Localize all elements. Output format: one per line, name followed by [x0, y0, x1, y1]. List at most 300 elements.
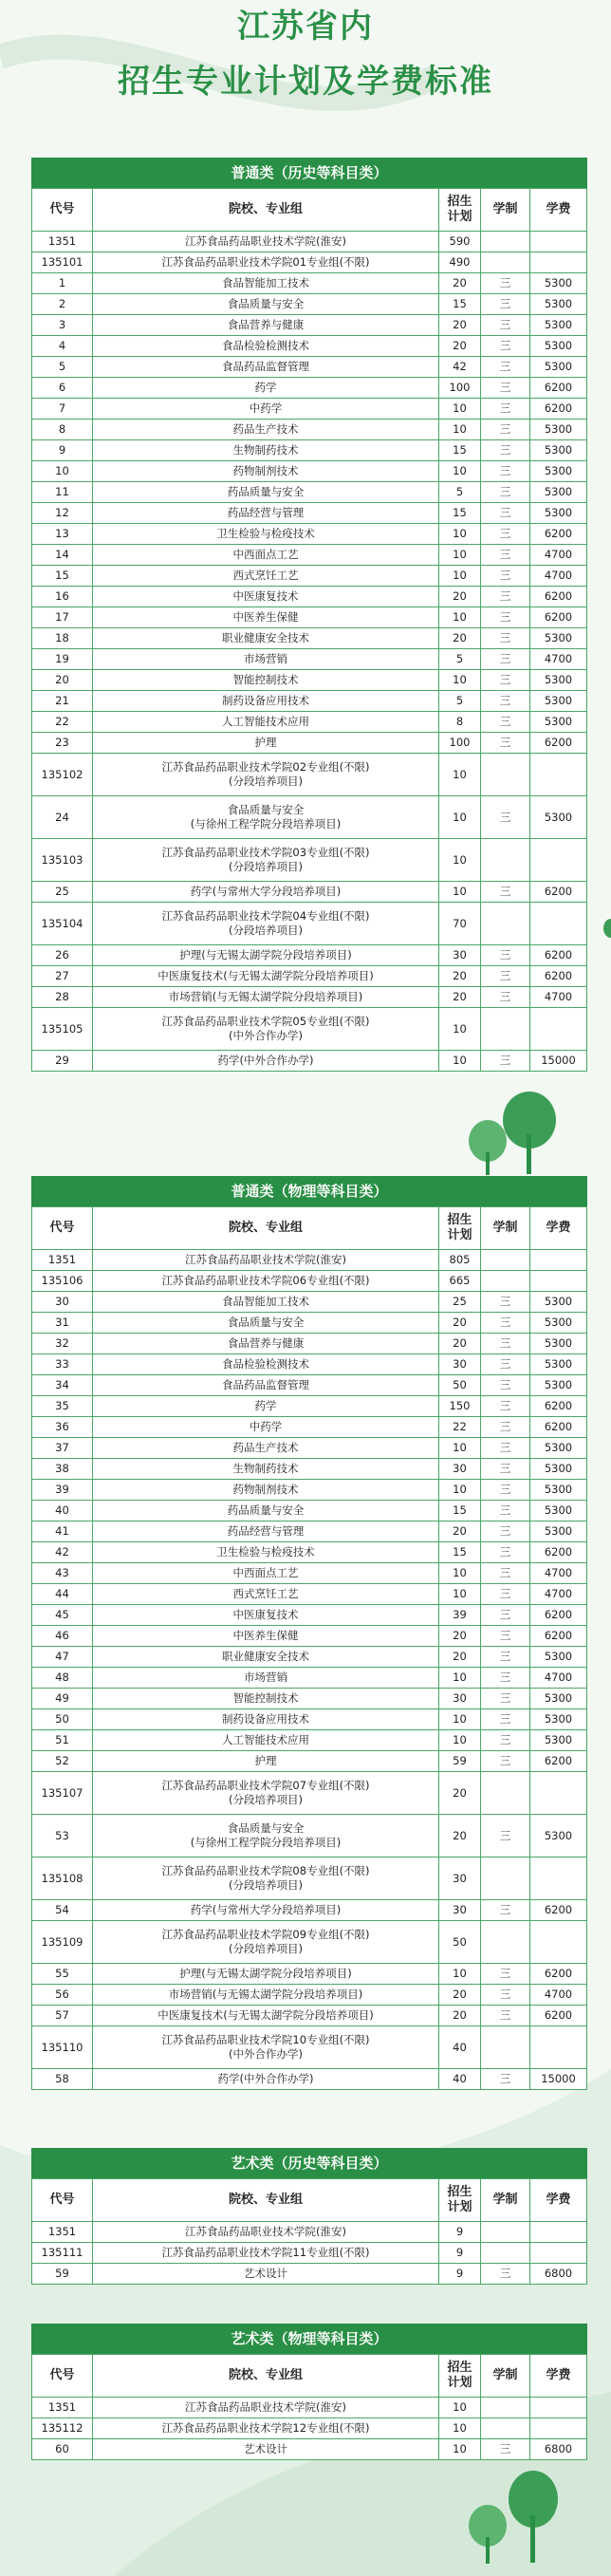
- cell-fee: 15000: [530, 1051, 587, 1072]
- cell-fee: [530, 2026, 587, 2069]
- cell-code: 36: [32, 1417, 93, 1438]
- cell-years: 三: [481, 524, 530, 545]
- table-row: [32, 628, 587, 649]
- cell-code: 47: [32, 1647, 93, 1668]
- cell-years: 三: [481, 1480, 530, 1501]
- page-title-line1: 江苏省内: [237, 8, 374, 46]
- page-title-line2: 招生专业计划及学费标准: [118, 63, 493, 101]
- cell-code: 135103: [32, 839, 93, 882]
- header-years: 学制: [481, 1207, 530, 1250]
- cell-years: 三: [481, 2069, 530, 2090]
- cell-plan: 805: [439, 1250, 481, 1271]
- cell-years: 三: [481, 399, 530, 420]
- table-row: [32, 2439, 587, 2460]
- cell-years: 三: [481, 1542, 530, 1563]
- cell-plan: 10: [439, 1438, 481, 1459]
- cell-code: 32: [32, 1334, 93, 1354]
- cell-years: [481, 2222, 530, 2243]
- table-row: [32, 1647, 587, 1668]
- cell-years: [481, 232, 530, 252]
- cell-years: [481, 2243, 530, 2264]
- cell-fee: 5300: [530, 482, 587, 503]
- cell-name: 食品药品监督管理: [93, 357, 439, 378]
- cell-years: [481, 903, 530, 945]
- cell-years: 三: [481, 1354, 530, 1375]
- cell-years: 三: [481, 2264, 530, 2285]
- cell-years: 三: [481, 1709, 530, 1730]
- cell-code: 23: [32, 733, 93, 754]
- cell-plan: 25: [439, 1292, 481, 1313]
- cell-years: [481, 1772, 530, 1815]
- cell-years: 三: [481, 987, 530, 1008]
- cell-code: 24: [32, 796, 93, 839]
- cell-fee: 5300: [530, 1459, 587, 1480]
- cell-plan: 50: [439, 1921, 481, 1964]
- cell-years: 三: [481, 1521, 530, 1542]
- cell-name: 食品智能加工技术: [93, 273, 439, 294]
- cell-name: 江苏食品药品职业技术学院08专业组(不限) (分段培养项目): [93, 1857, 439, 1900]
- cell-years: 三: [481, 670, 530, 691]
- cell-code: 34: [32, 1375, 93, 1396]
- cell-code: 41: [32, 1521, 93, 1542]
- cell-plan: 20: [439, 628, 481, 649]
- cell-plan: 10: [439, 399, 481, 420]
- cell-code: 39: [32, 1480, 93, 1501]
- table-row: [32, 1396, 587, 1417]
- cell-plan: 15: [439, 440, 481, 461]
- header-code: 代号: [32, 1207, 93, 1250]
- section-title: 艺术类（物理等科目类）: [31, 2324, 587, 2354]
- table-header-row: [32, 2355, 587, 2398]
- header-plan: [439, 2355, 481, 2398]
- cell-name: 食品药品监督管理: [93, 1375, 439, 1396]
- header-code: 代号: [32, 2179, 93, 2222]
- cell-name: 药学(中外合作办学): [93, 2069, 439, 2090]
- cell-fee: 5300: [530, 691, 587, 712]
- table-row: [32, 691, 587, 712]
- cell-plan: 10: [439, 754, 481, 796]
- cell-years: 三: [481, 420, 530, 440]
- cell-plan: 15: [439, 503, 481, 524]
- cell-name: 人工智能技术应用: [93, 712, 439, 733]
- header-plan-line2: 计划: [447, 2376, 472, 2390]
- cell-name: 市场营销(与无锡太湖学院分段培养项目): [93, 987, 439, 1008]
- cell-code: 57: [32, 2006, 93, 2026]
- cell-name: 药物制剂技术: [93, 461, 439, 482]
- cell-name: 人工智能技术应用: [93, 1730, 439, 1751]
- cell-plan: 10: [439, 420, 481, 440]
- table-row: [32, 1334, 587, 1354]
- cell-years: 三: [481, 1417, 530, 1438]
- cell-years: [481, 1250, 530, 1271]
- cell-fee: 4700: [530, 566, 587, 587]
- table-row: [32, 1459, 587, 1480]
- cell-plan: 10: [439, 2398, 481, 2418]
- cell-years: 三: [481, 1647, 530, 1668]
- cell-years: [481, 2026, 530, 2069]
- cell-name: 江苏食品药品职业技术学院(淮安): [93, 232, 439, 252]
- cell-years: 三: [481, 1900, 530, 1921]
- cell-years: 三: [481, 607, 530, 628]
- header-fee: 学费: [530, 2179, 587, 2222]
- enrollment-table: [31, 188, 587, 1072]
- cell-code: 1: [32, 273, 93, 294]
- cell-name: 中西面点工艺: [93, 1563, 439, 1584]
- cell-name: 生物制药技术: [93, 440, 439, 461]
- table-row: [32, 378, 587, 399]
- cell-fee: [530, 1250, 587, 1271]
- table-row: [32, 461, 587, 482]
- cell-code: 11: [32, 482, 93, 503]
- header-plan: [439, 189, 481, 232]
- header-plan-line1: 招生: [447, 2185, 472, 2199]
- cell-plan: 10: [439, 1964, 481, 1985]
- table-row: [32, 1438, 587, 1459]
- cell-years: 三: [481, 1751, 530, 1772]
- cell-years: 三: [481, 2006, 530, 2026]
- cell-plan: 9: [439, 2264, 481, 2285]
- cell-plan: 40: [439, 2026, 481, 2069]
- cell-fee: 5300: [530, 1292, 587, 1313]
- tree-decoration-icon-bottom: [461, 2463, 575, 2567]
- table-row: [32, 2418, 587, 2439]
- cell-code: 19: [32, 649, 93, 670]
- cell-years: 三: [481, 482, 530, 503]
- enrollment-table: [31, 1206, 587, 2090]
- table-row: [32, 1563, 587, 1584]
- cell-name: 药学(与常州大学分段培养项目): [93, 882, 439, 903]
- table-row: [32, 1480, 587, 1501]
- cell-years: 三: [481, 1668, 530, 1689]
- cell-years: 三: [481, 882, 530, 903]
- cell-years: 三: [481, 1396, 530, 1417]
- table-row: [32, 1250, 587, 1271]
- cell-code: 10: [32, 461, 93, 482]
- cell-name: 食品质量与安全 (与徐州工程学院分段培养项目): [93, 1815, 439, 1857]
- table-row: [32, 1542, 587, 1563]
- cell-fee: 5300: [530, 273, 587, 294]
- cell-name: 药学(与常州大学分段培养项目): [93, 1900, 439, 1921]
- cell-code: 51: [32, 1730, 93, 1751]
- cell-code: 135105: [32, 1008, 93, 1051]
- cell-years: 三: [481, 649, 530, 670]
- cell-plan: 20: [439, 1334, 481, 1354]
- header-plan-line1: 招生: [447, 1213, 472, 1227]
- cell-years: 三: [481, 566, 530, 587]
- cell-fee: 6200: [530, 1396, 587, 1417]
- cell-fee: [530, 1772, 587, 1815]
- cell-years: 三: [481, 796, 530, 839]
- cell-plan: 20: [439, 1985, 481, 2006]
- cell-fee: 5300: [530, 628, 587, 649]
- section-general-history: [31, 158, 587, 1072]
- cell-code: 16: [32, 587, 93, 607]
- table-row: [32, 482, 587, 503]
- cell-fee: 6200: [530, 2006, 587, 2026]
- table-row: [32, 649, 587, 670]
- cell-code: 13: [32, 524, 93, 545]
- cell-plan: 39: [439, 1605, 481, 1626]
- cell-fee: 5300: [530, 1501, 587, 1521]
- table-row: [32, 1857, 587, 1900]
- cell-code: 3: [32, 315, 93, 336]
- cell-plan: 15: [439, 294, 481, 315]
- table-row: [32, 2398, 587, 2418]
- cell-years: 三: [481, 440, 530, 461]
- cell-name: 食品质量与安全 (与徐州工程学院分段培养项目): [93, 796, 439, 839]
- cell-code: 52: [32, 1751, 93, 1772]
- table-row: [32, 252, 587, 273]
- table-row: [32, 1292, 587, 1313]
- cell-fee: 4700: [530, 1985, 587, 2006]
- cell-fee: [530, 839, 587, 882]
- cell-years: 三: [481, 587, 530, 607]
- cell-plan: 20: [439, 336, 481, 357]
- cell-name: 药品质量与安全: [93, 482, 439, 503]
- table-header-row: [32, 2179, 587, 2222]
- enrollment-table: [31, 2178, 587, 2285]
- cell-name: 食品检验检测技术: [93, 1354, 439, 1375]
- cell-fee: 6200: [530, 607, 587, 628]
- cell-fee: 4700: [530, 1668, 587, 1689]
- cell-fee: 6200: [530, 733, 587, 754]
- cell-plan: 30: [439, 1857, 481, 1900]
- cell-plan: 20: [439, 315, 481, 336]
- cell-fee: 5300: [530, 1689, 587, 1709]
- cell-fee: 6200: [530, 524, 587, 545]
- cell-name: 制药设备应用技术: [93, 691, 439, 712]
- cell-fee: 5300: [530, 503, 587, 524]
- cell-years: 三: [481, 315, 530, 336]
- cell-fee: 5300: [530, 1647, 587, 1668]
- cell-fee: 5300: [530, 420, 587, 440]
- cell-years: 三: [481, 378, 530, 399]
- cell-code: 135110: [32, 2026, 93, 2069]
- header-plan-line2: 计划: [447, 1228, 472, 1242]
- cell-fee: 6800: [530, 2264, 587, 2285]
- cell-plan: 10: [439, 1730, 481, 1751]
- cell-fee: 5300: [530, 440, 587, 461]
- cell-plan: 15: [439, 1501, 481, 1521]
- cell-plan: 22: [439, 1417, 481, 1438]
- cell-code: 9: [32, 440, 93, 461]
- cell-years: [481, 1921, 530, 1964]
- cell-years: 三: [481, 712, 530, 733]
- cell-code: 22: [32, 712, 93, 733]
- header-plan-line1: 招生: [447, 195, 472, 209]
- table-row: [32, 1626, 587, 1647]
- cell-years: 三: [481, 2439, 530, 2460]
- table-row: [32, 1730, 587, 1751]
- cell-plan: 20: [439, 1626, 481, 1647]
- cell-fee: 6200: [530, 1900, 587, 1921]
- cell-name: 江苏食品药品职业技术学院05专业组(不限) (中外合作办学): [93, 1008, 439, 1051]
- cell-fee: 5300: [530, 294, 587, 315]
- cell-name: 药品生产技术: [93, 420, 439, 440]
- table-row: [32, 232, 587, 252]
- cell-code: 42: [32, 1542, 93, 1563]
- cell-plan: 30: [439, 1689, 481, 1709]
- cell-name: 市场营销: [93, 1668, 439, 1689]
- table-row: [32, 2264, 587, 2285]
- cell-years: 三: [481, 1964, 530, 1985]
- section-title: 普通类（物理等科目类）: [31, 1176, 587, 1206]
- cell-code: 26: [32, 945, 93, 966]
- cell-code: 44: [32, 1584, 93, 1605]
- cell-years: [481, 754, 530, 796]
- table-header-row: [32, 1207, 587, 1250]
- cell-plan: 20: [439, 1647, 481, 1668]
- cell-years: [481, 2418, 530, 2439]
- cell-name: 食品营养与健康: [93, 1334, 439, 1354]
- cell-fee: 5300: [530, 796, 587, 839]
- cell-name: 药品经营与管理: [93, 1521, 439, 1542]
- table-row: [32, 1751, 587, 1772]
- cell-plan: 20: [439, 966, 481, 987]
- cell-years: 三: [481, 1584, 530, 1605]
- table-row: [32, 1417, 587, 1438]
- table-row: [32, 945, 587, 966]
- cell-code: 20: [32, 670, 93, 691]
- table-row: [32, 587, 587, 607]
- cell-code: 48: [32, 1668, 93, 1689]
- header-plan: [439, 1207, 481, 1250]
- cell-plan: 20: [439, 1772, 481, 1815]
- cell-plan: 10: [439, 882, 481, 903]
- cell-plan: 20: [439, 1313, 481, 1334]
- cell-code: 1351: [32, 232, 93, 252]
- cell-code: 38: [32, 1459, 93, 1480]
- cell-code: 43: [32, 1563, 93, 1584]
- cell-fee: [530, 2418, 587, 2439]
- cell-fee: [530, 903, 587, 945]
- cell-fee: 5300: [530, 1438, 587, 1459]
- table-row: [32, 1668, 587, 1689]
- header-name: 院校、专业组: [93, 189, 439, 232]
- cell-plan: 10: [439, 2418, 481, 2439]
- header-fee: 学费: [530, 2355, 587, 2398]
- cell-plan: 10: [439, 1668, 481, 1689]
- header-plan-line2: 计划: [447, 2200, 472, 2214]
- table-row: [32, 1605, 587, 1626]
- cell-name: 护理(与无锡太湖学院分段培养项目): [93, 1964, 439, 1985]
- cell-fee: 6200: [530, 966, 587, 987]
- cell-name: 食品检验检测技术: [93, 336, 439, 357]
- cell-plan: 40: [439, 2069, 481, 2090]
- cell-name: 生物制药技术: [93, 1459, 439, 1480]
- cell-plan: 10: [439, 545, 481, 566]
- cell-code: 45: [32, 1605, 93, 1626]
- cell-years: 三: [481, 1292, 530, 1313]
- cell-code: 135104: [32, 903, 93, 945]
- section-title: 艺术类（历史等科目类）: [31, 2148, 587, 2178]
- table-row: [32, 733, 587, 754]
- cell-name: 护理: [93, 733, 439, 754]
- cell-fee: [530, 252, 587, 273]
- cell-name: 艺术设计: [93, 2439, 439, 2460]
- cell-years: 三: [481, 1563, 530, 1584]
- section-title: 普通类（历史等科目类）: [31, 158, 587, 188]
- cell-code: 135109: [32, 1921, 93, 1964]
- cell-code: 55: [32, 1964, 93, 1985]
- cell-name: 中医养生保健: [93, 1626, 439, 1647]
- section-general-physics: [31, 1176, 587, 2090]
- cell-name: 护理: [93, 1751, 439, 1772]
- cell-name: 药学(中外合作办学): [93, 1051, 439, 1072]
- table-row: [32, 1354, 587, 1375]
- table-row: [32, 1709, 587, 1730]
- cell-code: 15: [32, 566, 93, 587]
- cell-code: 21: [32, 691, 93, 712]
- header-years: 学制: [481, 2355, 530, 2398]
- cell-code: 1351: [32, 1250, 93, 1271]
- cell-name: 江苏食品药品职业技术学院06专业组(不限): [93, 1271, 439, 1292]
- cell-name: 食品质量与安全: [93, 1313, 439, 1334]
- cell-name: 江苏食品药品职业技术学院(淮安): [93, 1250, 439, 1271]
- table-row: [32, 566, 587, 587]
- cell-plan: 20: [439, 1815, 481, 1857]
- cell-fee: 4700: [530, 545, 587, 566]
- cell-name: 食品智能加工技术: [93, 1292, 439, 1313]
- cell-plan: 59: [439, 1751, 481, 1772]
- cell-years: 三: [481, 273, 530, 294]
- cell-plan: 5: [439, 691, 481, 712]
- header-code: 代号: [32, 2355, 93, 2398]
- cell-years: 三: [481, 1689, 530, 1709]
- cell-plan: 20: [439, 587, 481, 607]
- cell-years: [481, 252, 530, 273]
- cell-code: 135111: [32, 2243, 93, 2264]
- cell-code: 135106: [32, 1271, 93, 1292]
- table-header-row: [32, 189, 587, 232]
- table-row: [32, 1584, 587, 1605]
- cell-fee: 5300: [530, 315, 587, 336]
- cell-fee: [530, 1271, 587, 1292]
- cell-name: 中医康复技术: [93, 587, 439, 607]
- cell-plan: 20: [439, 1521, 481, 1542]
- cell-fee: [530, 1857, 587, 1900]
- table-row: [32, 839, 587, 882]
- cell-fee: 5300: [530, 1709, 587, 1730]
- cell-code: 59: [32, 2264, 93, 2285]
- cell-years: 三: [481, 1501, 530, 1521]
- cell-fee: 6200: [530, 882, 587, 903]
- cell-plan: 5: [439, 649, 481, 670]
- table-row: [32, 1271, 587, 1292]
- cell-code: 54: [32, 1900, 93, 1921]
- cell-fee: 5300: [530, 1480, 587, 1501]
- section-art-history: [31, 2148, 587, 2285]
- cell-fee: 4700: [530, 649, 587, 670]
- cell-years: 三: [481, 1051, 530, 1072]
- table-row: [32, 987, 587, 1008]
- table-row: [32, 1964, 587, 1985]
- cell-code: 5: [32, 357, 93, 378]
- cell-years: 三: [481, 1626, 530, 1647]
- cell-name: 江苏食品药品职业技术学院09专业组(不限) (分段培养项目): [93, 1921, 439, 1964]
- cell-name: 市场营销: [93, 649, 439, 670]
- cell-name: 智能控制技术: [93, 670, 439, 691]
- cell-years: 三: [481, 1375, 530, 1396]
- table-row: [32, 882, 587, 903]
- cell-code: 28: [32, 987, 93, 1008]
- cell-fee: 4700: [530, 1563, 587, 1584]
- cell-fee: 6200: [530, 1751, 587, 1772]
- cell-plan: 30: [439, 1354, 481, 1375]
- table-row: [32, 315, 587, 336]
- cell-code: 17: [32, 607, 93, 628]
- cell-plan: 30: [439, 945, 481, 966]
